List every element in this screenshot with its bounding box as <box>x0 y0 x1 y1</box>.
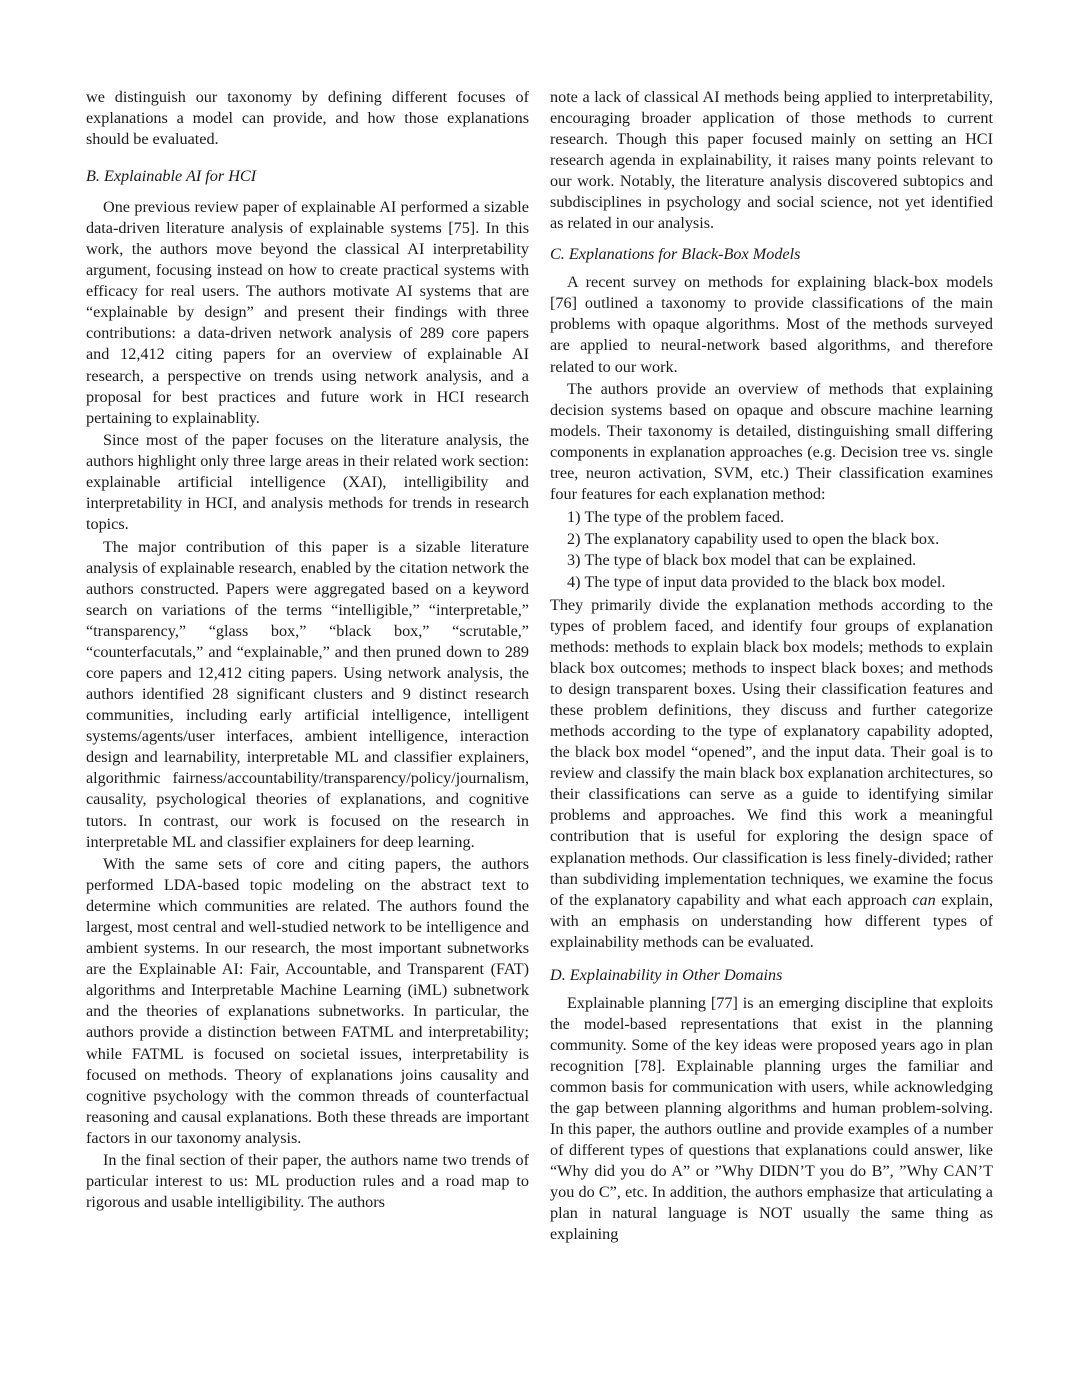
feature-list-item <box>550 507 993 528</box>
continued-paragraph: note a lack of classical AI methods being applied to interpretability, encouraging broader application of those methods to current research. Though this paper focused mainly on setting an HCI research agenda in explainability, it raises many points relevant to our work. Notably, the literature analysis discovered subtopics and subdisciplines in psychology and social science, not yet identified as related in our analysis. <box>550 88 993 233</box>
feature-number: 1) <box>567 508 581 527</box>
section-b-paragraph-3: The major contribution of this paper is a sizable literature analysis of explainable research, enabled by the citation network the authors constructed. Papers were aggregated based on a keyword search on variations of the terms “intelligible,” “interpretable,” “transparency,” “glass box,” “black box,” “scrutable,” “counterfacutals,” and “explainable,” and then pruned down to 289 core papers and 12,412 citing papers. Using network analysis, the authors identified 28 significant clusters and 9 distinct research communities, including early artificial intelligence, intelligent systems/agents/user interfaces, ambient intelligence, interaction design and learnability, interpretable ML and classifier explainers, algorithmic fairness/accountability/transparency/policy/journalism, causality, psychological theories of explanations, and cognitive tutors. In contrast, our work is focused on the research in interpretable ML and classifier explainers for deep learning. <box>86 537 529 851</box>
feature-text: The type of the problem faced. <box>584 508 785 527</box>
section-c-heading: C. Explanations for Black-Box Models <box>550 245 801 264</box>
section-b-paragraph-2: Since most of the paper focuses on the literature analysis, the authors highlight only three large areas in their related work section: explainable artificial intelligence (XAI), intelligibility and interpretability in HCI, and analysis methods for trends in research topics. <box>86 431 529 534</box>
left-column <box>86 87 529 1213</box>
feature-text: The type of input data provided to the black box model. <box>584 572 946 591</box>
section-b-heading: B. Explainable AI for HCI <box>86 167 257 186</box>
feature-text: The type of black box model that can be explained. <box>584 551 917 570</box>
feature-list <box>550 507 993 593</box>
section-c-paragraph-3-part-1: They primarily divide the explanation methods according to the types of problem faced, and identify four groups of explanation methods: methods to explain black box models; methods to explain black box outcomes; methods to inspect black boxes; and methods to design transparent boxes. Using their classification features and these problem definitions, they discuss and further categorize methods according to the type of explanatory capability adopted, the black box model “opened”, and the input data. Their goal is to review and classify the main black box explanation architectures, so their classifications can serve as a guide to identifying similar problems and approaches. We find this work a meaningful contribution that is useful for exploring the design space of explanation methods. Our classification is less finely-divided; rather than subdividing implementation techniques, we examine the focus of the explanatory capability and what each approach <box>550 595 993 909</box>
feature-number: 4) <box>567 572 581 591</box>
feature-list-item <box>550 529 993 550</box>
feature-number: 2) <box>567 529 581 548</box>
right-column <box>550 87 993 1245</box>
section-c-paragraph-3 <box>550 595 993 953</box>
feature-list-item <box>550 572 993 593</box>
feature-text: The explanatory capability used to open the black box. <box>584 529 940 548</box>
section-b-paragraph-5: In the final section of their paper, the authors name two trends of particular interest to us: ML production rules and a road map to rigorous and usable intelligibility. The authors <box>86 1151 529 1212</box>
intro-paragraph: we distinguish our taxonomy by defining different focuses of explanations a model can provide, and how those explanations should be evaluated. <box>86 88 529 149</box>
section-c-paragraph-3-part-2: explain, with an emphasis on understanding how different types of explainability methods can be evaluated. <box>550 890 993 951</box>
feature-number: 3) <box>567 551 581 570</box>
section-b-paragraph-1: One previous review paper of explainable AI performed a sizable data-driven literature analysis of explainable systems [75]. In this work, the authors move beyond the classical AI interpretability argument, focusing instead on how to create practical systems with efficacy for real users. The authors motivate AI systems that are “explainable by design” and present their findings with three contributions: a data-driven network analysis of 289 core papers and 12,412 citing papers for an overview of explainable AI research, a perspective on trends using network analysis, and a proposal for best practices and future work in HCI research pertaining to explainablity. <box>86 198 529 427</box>
section-c-paragraph-2: The authors provide an overview of methods that explaining decision systems based on opaque and obscure machine learning models. Their taxonomy is detailed, distinguishing small differing components in explanation approaches (e.g. Decision tree vs. single tree, neuron activation, SVM, etc.) Their classification examines four features for each explanation method: <box>550 380 993 504</box>
emphasis-can: can <box>912 890 936 909</box>
section-d-paragraph-1: Explainable planning [77] is an emerging discipline that exploits the model-based representations that exist in the planning community. Some of the key ideas were proposed years ago in plan recognition [78]. Explainable planning urges the familiar and common basis for communication with users, while acknowledging the gap between planning algorithms and human problem-solving. In this paper, the authors outline and provide examples of a number of different types of questions that explanations could answer, like “Why did you do A” or ”Why DIDN’T you do B”, ”Why CAN’T you do C”, etc. In addition, the authors emphasize that articulating a plan in natural language is NOT usually the same thing as explaining <box>550 993 993 1244</box>
feature-list-item <box>550 550 993 571</box>
section-d-heading: D. Explainability in Other Domains <box>550 965 783 984</box>
section-b-paragraph-4: With the same sets of core and citing papers, the authors performed LDA-based topic modeling on the abstract text to determine which communities are related. The authors found the largest, most central and well-studied network to be intelligence and ambient systems. In our research, the most important subnetworks are the Explainable AI: Fair, Accountable, and Transparent (FAT) algorithms and Interpretable Machine Learning (iML) subnetwork and the theories of explanations subnetworks. In particular, the authors provide a distinction between FATML and interpretability; while FATML is focused on societal issues, interpretability is focused on methods. Theory of explanations joins causality and cognitive psychology with the common threads of counterfactual reasoning and causal explanations. Both these threads are important factors in our taxonomy analysis. <box>86 855 529 1147</box>
section-c-paragraph-1: A recent survey on methods for explaining black-box models [76] outlined a taxonomy to provide classifications of the main problems with opaque algorithms. Most of the methods surveyed are applied to neural-network based algorithms, and therefore related to our work. <box>550 273 993 376</box>
